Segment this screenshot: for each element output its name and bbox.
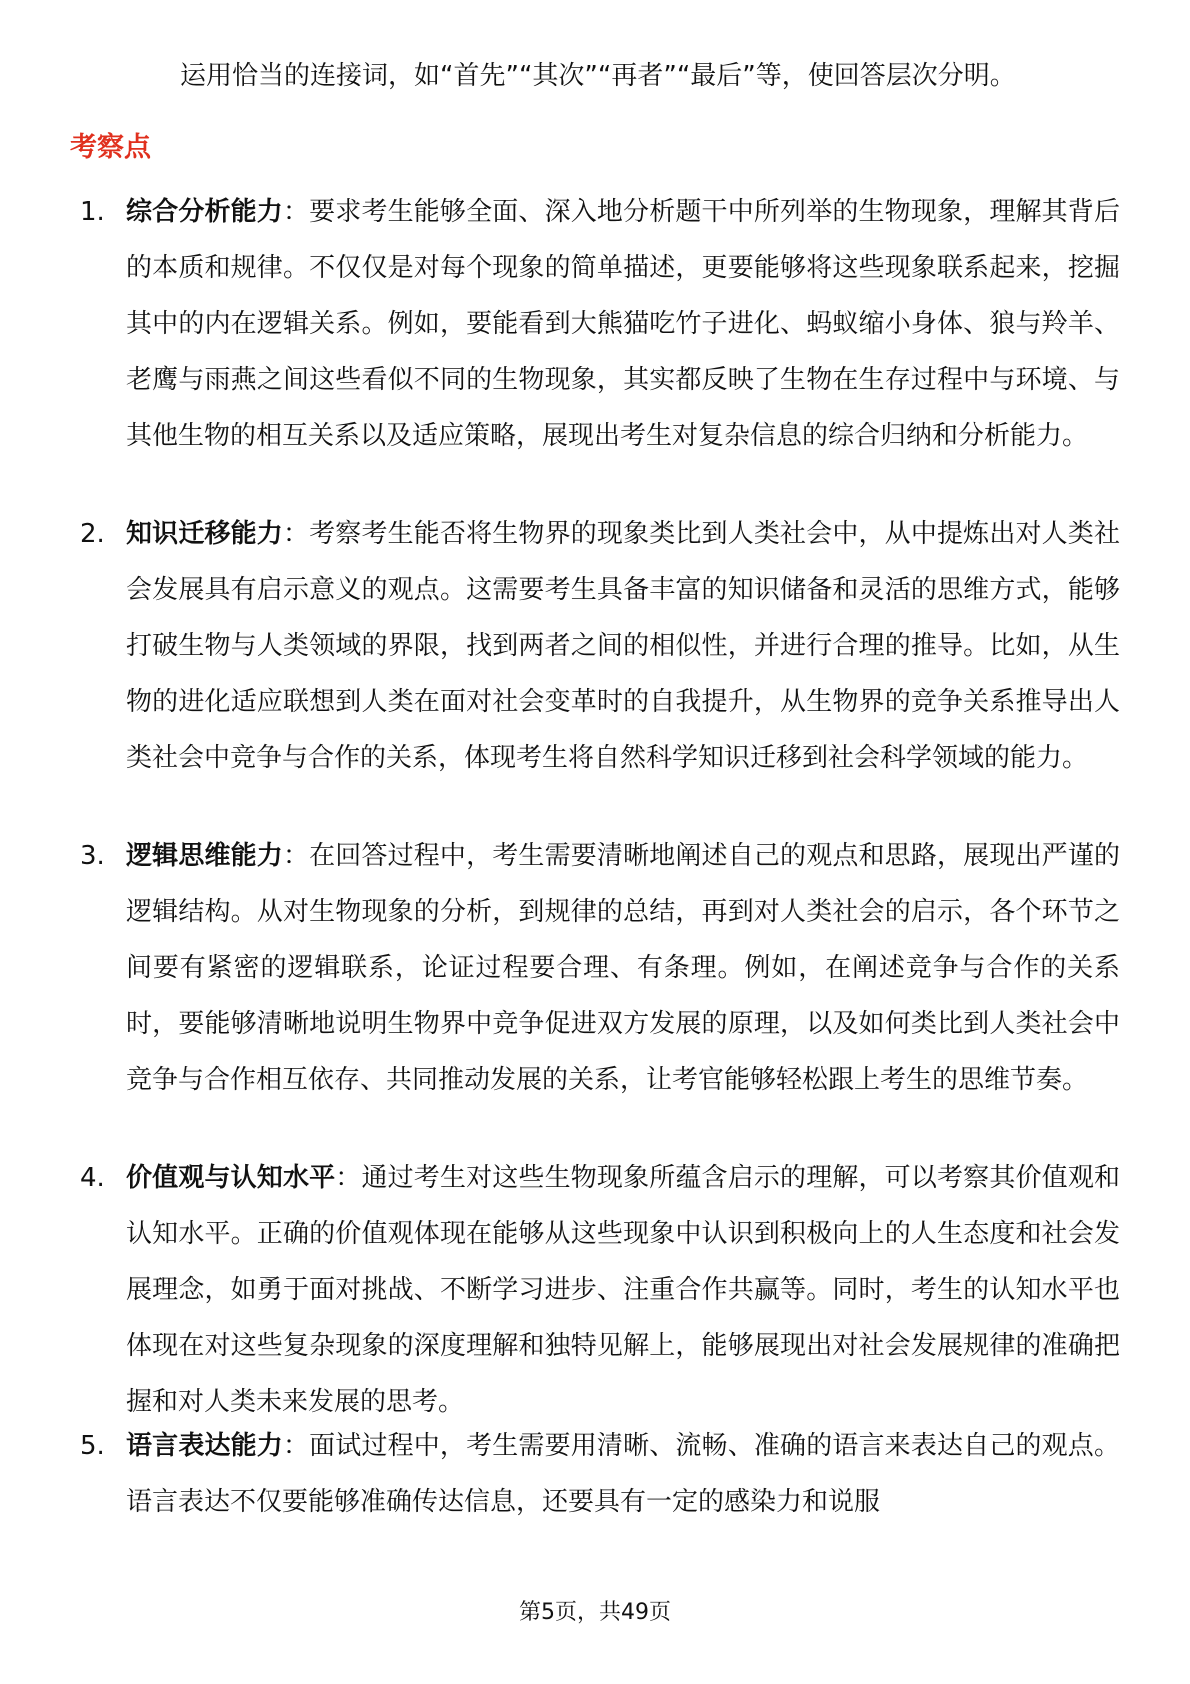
- list-item: [80, 1150, 1120, 1430]
- list-item: [80, 506, 1120, 786]
- intro-line: 运用恰当的连接词，如“首先”“其次”“再者”“最后”等，使回答层次分明。: [180, 61, 1016, 91]
- section-title: 考察点: [70, 132, 151, 163]
- list-item: [80, 828, 1120, 1108]
- item-number: 3.: [80, 841, 105, 871]
- item-term: 逻辑思维能力: [126, 841, 283, 871]
- item-body: [126, 1150, 1120, 1430]
- item-number: 5.: [80, 1431, 105, 1461]
- item-text: ：要求考生能够全面、深入地分析题干中所列举的生物现象，理解其背后的本质和规律。不仅仅是对每个现象的简单描述，更要能够将这些现象联系起来，挖掘其中的内在逻辑关系。例如，要能看到大熊猫吃竹子进化、蚂蚁缩小身体、狼与羚羊、老鹰与雨燕之间这些看似不同的生物现象，其实都反映了生物在生存过程中与环境、与其他生物的相互关系以及适应策略，展现出考生对复杂信息的综合归纳和分析能力。: [126, 197, 1120, 451]
- item-number: 1.: [80, 197, 105, 227]
- item-text: ：面试过程中，考生需要用清晰、流畅、准确的语言来表达自己的观点。语言表达不仅要能够准确传达信息，还要具有一定的感染力和说服: [126, 1431, 1120, 1517]
- item-text: ：通过考生对这些生物现象所蕴含启示的理解，可以考察其价值观和认知水平。正确的价值观体现在能够从这些现象中认识到积极向上的人生态度和社会发展理念，如勇于面对挑战、不断学习进步、注重合作共赢等。同时，考生的认知水平也体现在对这些复杂现象的深度理解和独特见解上，能够展现出对社会发展规律的准确把握和对人类未来发展的思考。: [126, 1163, 1120, 1417]
- item-number: 4.: [80, 1163, 105, 1193]
- page-number: 第5页，共49页: [519, 1600, 671, 1625]
- item-body: [126, 1418, 1120, 1530]
- item-term: 价值观与认知水平: [126, 1163, 336, 1193]
- item-body: [126, 828, 1120, 1108]
- list-item: [80, 1418, 1120, 1530]
- list-item: [80, 184, 1120, 464]
- item-term: 综合分析能力: [126, 197, 283, 227]
- item-text: ：考察考生能否将生物界的现象类比到人类社会中，从中提炼出对人类社会发展具有启示意义的观点。这需要考生具备丰富的知识储备和灵活的思维方式，能够打破生物与人类领域的界限，找到两者之间的相似性，并进行合理的推导。比如，从生物的进化适应联想到人类在面对社会变革时的自我提升，从生物界的竞争关系推导出人类社会中竞争与合作的关系，体现考生将自然科学知识迁移到社会科学领域的能力。: [126, 519, 1120, 773]
- item-text: ：在回答过程中，考生需要清晰地阐述自己的观点和思路，展现出严谨的逻辑结构。从对生物现象的分析，到规律的总结，再到对人类社会的启示，各个环节之间要有紧密的逻辑联系，论证过程要合理、有条理。例如，在阐述竞争与合作的关系时，要能够清晰地说明生物界中竞争促进双方发展的原理，以及如何类比到人类社会中竞争与合作相互依存、共同推动发展的关系，让考官能够轻松跟上考生的思维节奏。: [126, 841, 1120, 1095]
- item-body: [126, 184, 1120, 464]
- item-term: 语言表达能力: [126, 1431, 283, 1461]
- item-number: 2.: [80, 519, 105, 549]
- item-body: [126, 506, 1120, 786]
- item-term: 知识迁移能力: [126, 519, 283, 549]
